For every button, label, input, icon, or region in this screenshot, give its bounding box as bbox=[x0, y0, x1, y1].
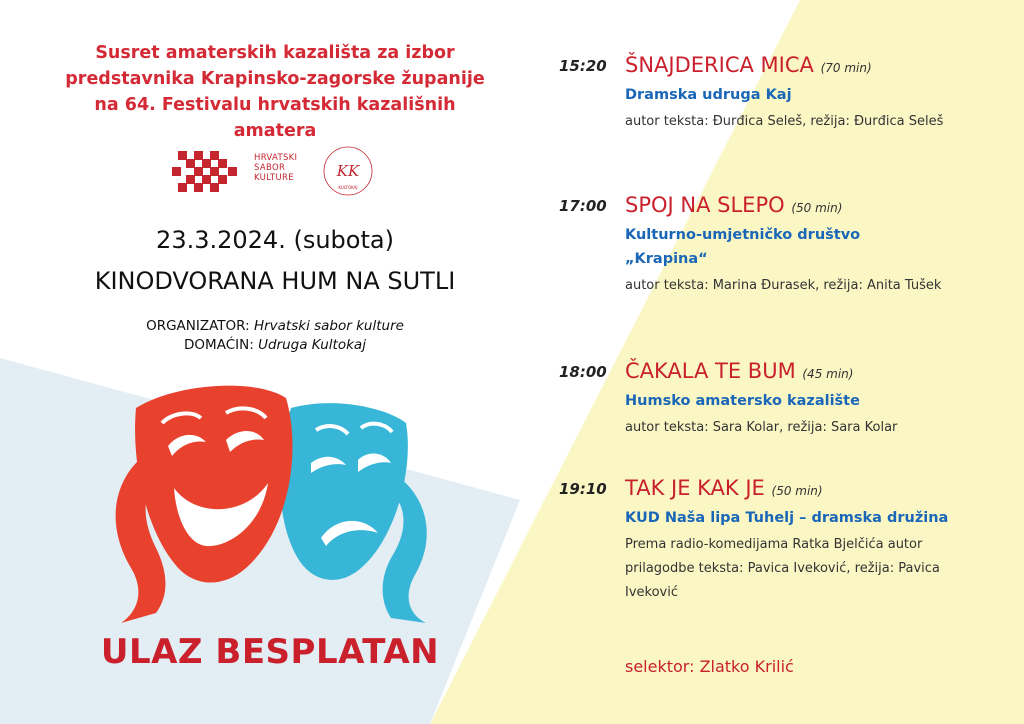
theatre-masks-icon bbox=[96, 368, 456, 628]
kultokaj-logo-icon bbox=[322, 145, 374, 197]
sponsor-logos bbox=[172, 143, 392, 203]
play-credits: autor teksta: Đurđica Seleš, režija: Đurđica Seleš bbox=[625, 114, 944, 129]
organizer-info bbox=[60, 317, 490, 355]
event-date: 23.3.2024. (subota) bbox=[156, 226, 394, 254]
theatre-group: Kulturno-umjetničko društvo „Krapina“ bbox=[625, 227, 861, 267]
host-line bbox=[60, 336, 490, 355]
host-value: Udruga Kultokaj bbox=[258, 337, 366, 353]
happy-mask-icon bbox=[135, 386, 292, 583]
organizer-label: ORGANIZATOR: bbox=[146, 318, 250, 334]
kultokaj-mark: KK bbox=[336, 162, 360, 180]
theatre-group: Dramska udruga Kaj bbox=[625, 87, 792, 103]
schedule-content bbox=[625, 476, 985, 605]
schedule-content bbox=[625, 53, 985, 134]
play-title: TAK JE KAK JE (50 min) bbox=[625, 476, 823, 500]
schedule-time: 18:00 bbox=[559, 363, 607, 381]
theatre-group: KUD Naša lipa Tuhelj – dramska družina bbox=[625, 510, 949, 526]
sad-mask-icon bbox=[280, 403, 408, 580]
hsk-logo-text: HRVATSKI SABOR KULTURE bbox=[254, 153, 298, 183]
host-label: DOMAĆIN: bbox=[184, 337, 254, 353]
free-entry-banner: ULAZ BESPLATAN bbox=[100, 632, 440, 672]
play-credits: autor teksta: Marina Đurasek, režija: Anita Tušek bbox=[625, 278, 942, 293]
event-title: Susret amaterskih kazališta za izbor predstavnika Krapinsko-zagorske županije na 64. Festivalu hrvatskih kazališnih amatera bbox=[65, 43, 485, 141]
organizer-line bbox=[60, 317, 490, 336]
theatre-group: Humsko amatersko kazalište bbox=[625, 393, 860, 409]
organizer-value: Hrvatski sabor kulture bbox=[253, 318, 404, 334]
schedule-time: 19:10 bbox=[559, 480, 607, 498]
play-title: ŠNAJDERICA MICA (70 min) bbox=[625, 53, 872, 77]
play-duration: (70 min) bbox=[820, 61, 872, 75]
schedule-content bbox=[625, 359, 985, 440]
play-title: ČAKALA TE BUM (45 min) bbox=[625, 359, 854, 383]
play-credits: autor teksta: Sara Kolar, režija: Sara Kolar bbox=[625, 420, 898, 435]
play-duration: (45 min) bbox=[802, 367, 854, 381]
schedule-time: 15:20 bbox=[559, 57, 607, 75]
schedule-time: 17:00 bbox=[559, 197, 607, 215]
kultokaj-ring-text: KULTOKAJ bbox=[338, 185, 358, 190]
event-venue: KINODVORANA HUM NA SUTLI bbox=[94, 267, 456, 295]
selector-credit: selektor: Zlatko Krilić bbox=[625, 657, 794, 676]
play-title: SPOJ NA SLEPO (50 min) bbox=[625, 193, 843, 217]
play-duration: (50 min) bbox=[771, 484, 823, 498]
play-credits: Prema radio-komedijama Ratka Bjelčića autor prilagodbe teksta: Pavica Iveković, režija: Pavica Iveković bbox=[625, 537, 940, 600]
schedule-content bbox=[625, 193, 985, 298]
play-duration: (50 min) bbox=[791, 201, 843, 215]
hsk-logo-icon bbox=[172, 147, 244, 197]
